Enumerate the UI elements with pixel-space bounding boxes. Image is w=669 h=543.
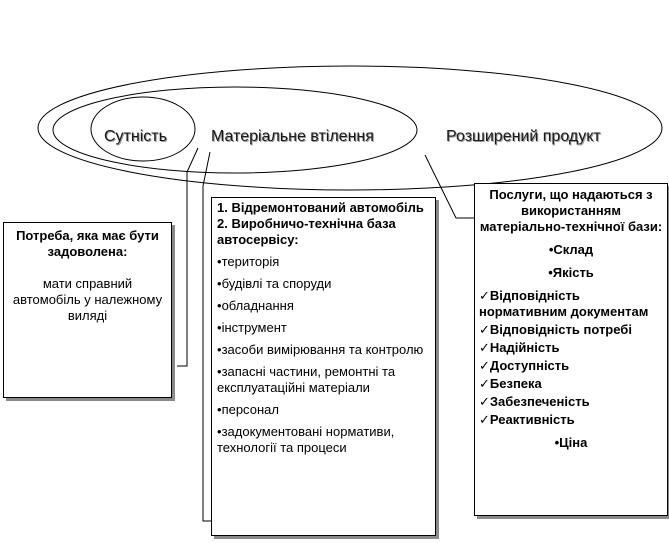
need-text: мати справний автомобіль у належному виляді: [12, 276, 163, 323]
material-bullet: • територія: [217, 254, 430, 270]
material-bullet-list: [217, 254, 430, 456]
material-item-1: 1. Відремонтований автомобіль: [217, 200, 424, 215]
extended-check-item: ✓ Надійність: [479, 340, 663, 356]
extended-check-item: ✓ Доступність: [479, 358, 663, 374]
extended-check-item: ✓ Реактивність: [479, 412, 663, 428]
material-bullet: • будівлі та споруди: [217, 276, 430, 292]
extended-check-item: ✓ Забезпеченість: [479, 394, 663, 410]
level-extended-label: Розширений продукт: [446, 128, 601, 145]
extended-dot-item: • Якість: [479, 265, 663, 281]
level-material-label: Матеріальне втілення: [211, 128, 374, 145]
material-bullet: • персонал: [217, 402, 430, 418]
extended-box: [474, 183, 668, 516]
extended-check-item: ✓ Відповідність потребі: [479, 322, 663, 338]
level-essence-label: Сутність: [104, 128, 167, 145]
material-bullet: • інструмент: [217, 320, 430, 336]
material-bullet: • засоби вимірювання та контролю: [217, 342, 430, 358]
material-bullet: • запасні частини, ремонтні та експлуатаційні матеріали: [217, 364, 430, 396]
connector-material: [203, 152, 211, 521]
extended-check-item: ✓ Безпека: [479, 376, 663, 392]
material-item-2: 2. Виробничо-технічна база автосервісу:: [217, 216, 396, 247]
extended-title: Послуги, що надаються з використанням матеріально-технічної бази:: [479, 187, 663, 234]
need-box: [3, 222, 172, 398]
extended-dot-item: • Склад: [479, 242, 663, 258]
connector-essence: [177, 148, 198, 366]
material-bullet: • задокументовані нормативи, технології та процеси: [217, 424, 430, 456]
material-bullet: • обладнання: [217, 298, 430, 314]
material-box: [211, 197, 436, 536]
extended-price-item: • Ціна: [479, 435, 663, 451]
extended-check-item: ✓ Відповідність нормативним документам: [479, 288, 663, 320]
need-title: Потреба, яка має бути задоволена:: [16, 228, 159, 259]
